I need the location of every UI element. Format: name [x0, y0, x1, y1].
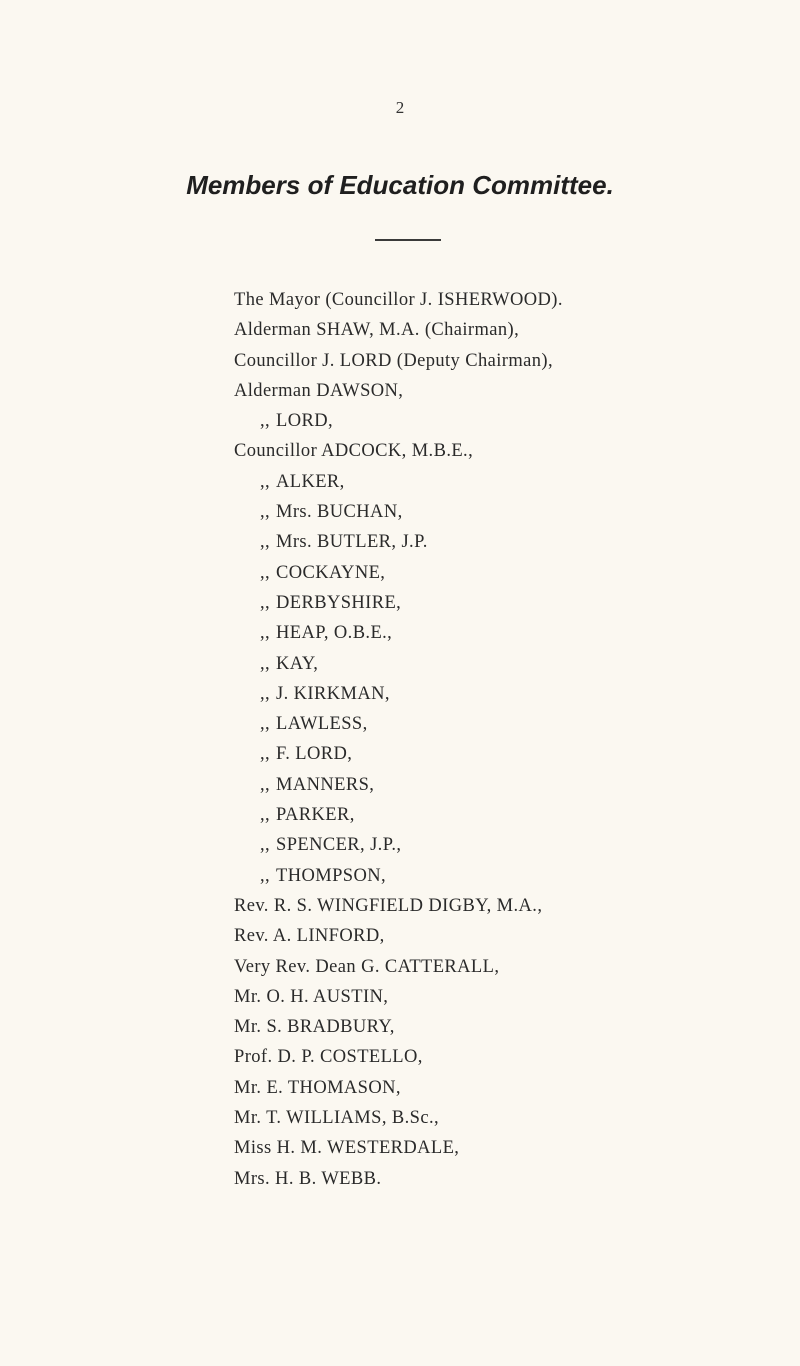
member-name: ALKER, [276, 471, 345, 492]
member-entry [234, 709, 563, 739]
member-name: Prof. D. P. COSTELLO, [234, 1047, 423, 1068]
member-entry [234, 1042, 563, 1072]
member-name: Very Rev. Dean G. CATTERALL, [234, 956, 500, 977]
ditto-mark: ,, [260, 653, 271, 674]
member-entry [234, 497, 563, 527]
member-name: SPENCER, J.P., [276, 835, 402, 856]
member-name: Miss H. M. WESTERDALE, [234, 1138, 460, 1159]
ditto-mark: ,, [260, 592, 271, 613]
member-entry [234, 952, 563, 982]
ditto-mark: ,, [260, 502, 271, 523]
ditto-mark: ,, [260, 714, 271, 735]
member-name: Mrs. BUTLER, J.P. [276, 532, 428, 553]
member-name: PARKER, [276, 805, 355, 826]
member-entry [234, 467, 563, 497]
ditto-mark: ,, [260, 562, 271, 583]
member-entry [234, 558, 563, 588]
ditto-mark: ,, [260, 683, 271, 704]
title-divider [375, 239, 441, 241]
member-entry [234, 1103, 563, 1133]
member-name: Alderman DAWSON, [234, 380, 404, 401]
member-entry [234, 982, 563, 1012]
ditto-mark: ,, [260, 623, 271, 644]
member-name: Mrs. H. B. WEBB. [234, 1168, 382, 1189]
member-name: The Mayor (Councillor J. ISHERWOOD). [234, 290, 563, 310]
ditto-mark: ,, [260, 774, 271, 795]
member-name: Councillor J. LORD (Deputy Chairman), [234, 350, 553, 371]
member-name: Councillor ADCOCK, M.B.E., [234, 441, 474, 462]
member-name: J. KIRKMAN, [276, 683, 390, 704]
member-name: THOMPSON, [276, 865, 386, 886]
member-entry [234, 346, 563, 376]
member-entry [234, 285, 563, 315]
member-entry [234, 1012, 563, 1042]
member-name: F. LORD, [276, 744, 353, 765]
member-name: COCKAYNE, [276, 562, 386, 583]
member-entry [234, 830, 563, 860]
member-entry [234, 406, 563, 436]
member-list [234, 285, 563, 1194]
member-name: Alderman SHAW, M.A. (Chairman), [234, 320, 520, 341]
ditto-mark: ,, [260, 532, 271, 553]
member-name: KAY, [276, 653, 319, 674]
ditto-mark: ,, [260, 411, 271, 432]
ditto-mark: ,, [260, 805, 271, 826]
member-name: Rev. A. LINFORD, [234, 926, 385, 947]
member-name: Mr. E. THOMASON, [234, 1077, 401, 1098]
member-entry [234, 315, 563, 345]
member-name: Mr. S. BRADBURY, [234, 1017, 395, 1038]
member-entry [234, 649, 563, 679]
member-entry [234, 1073, 563, 1103]
member-entry [234, 770, 563, 800]
member-name: Mrs. BUCHAN, [276, 502, 403, 523]
member-entry [234, 891, 563, 921]
member-name: MANNERS, [276, 774, 375, 795]
member-entry [234, 679, 563, 709]
ditto-mark: ,, [260, 835, 271, 856]
member-entry [234, 921, 563, 951]
member-name: DERBYSHIRE, [276, 592, 402, 613]
member-entry [234, 436, 563, 466]
member-entry [234, 527, 563, 557]
member-entry [234, 376, 563, 406]
member-entry [234, 861, 563, 891]
member-name: LORD, [276, 411, 333, 432]
member-name: Mr. T. WILLIAMS, B.Sc., [234, 1108, 439, 1129]
ditto-mark: ,, [260, 471, 271, 492]
member-name: Mr. O. H. AUSTIN, [234, 986, 389, 1007]
ditto-mark: ,, [260, 744, 271, 765]
member-entry [234, 800, 563, 830]
member-entry [234, 1133, 563, 1163]
member-entry [234, 1164, 563, 1194]
ditto-mark: ,, [260, 865, 271, 886]
member-entry [234, 618, 563, 648]
member-entry [234, 588, 563, 618]
member-name: LAWLESS, [276, 714, 368, 735]
page-number: 2 [395, 98, 405, 117]
member-name: Rev. R. S. WINGFIELD DIGBY, M.A., [234, 895, 543, 916]
page-title: Members of Education Committee. [186, 170, 614, 200]
member-name: HEAP, O.B.E., [276, 623, 393, 644]
member-entry [234, 739, 563, 769]
